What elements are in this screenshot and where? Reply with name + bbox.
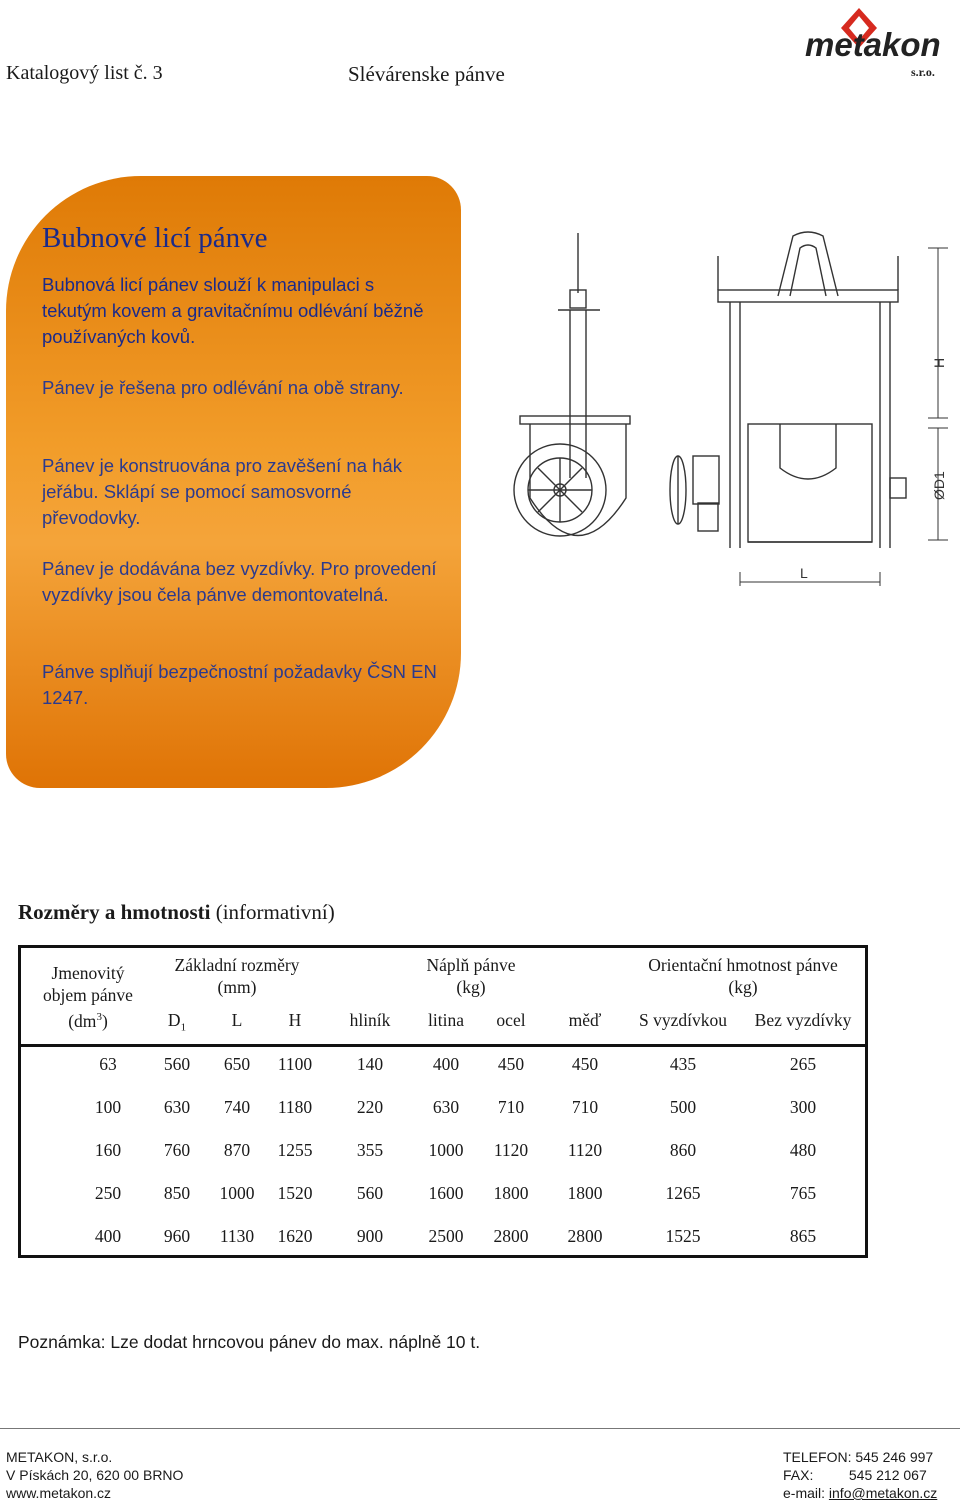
table-cell: 1800 [493,1183,529,1203]
table-cell: 1120 [567,1140,603,1160]
table-cell: 1255 [277,1140,313,1160]
footer-company: METAKON, s.r.o. [6,1449,113,1465]
table-cell: 400 [94,1226,122,1246]
crossbeam [718,290,898,302]
col-header-steel: ocel [496,1010,526,1030]
table-cell: 2500 [428,1226,464,1246]
table-cell: 1800 [567,1183,603,1203]
table-cell: 500 [669,1097,697,1117]
weight-header: Orientační hmotnost pánve (kg) [648,955,838,997]
side-top-flange [520,416,630,424]
table-cell: 400 [432,1054,460,1074]
dimension-H: H [931,357,947,368]
table-cell: 355 [356,1140,384,1160]
table-cell: 650 [223,1054,251,1074]
footer-contact-block [783,1448,937,1502]
col-header-cast-iron: litina [428,1010,464,1030]
table-cell: 63 [99,1054,117,1074]
footer-web-link[interactable]: www.metakon.cz [6,1485,112,1501]
info-paragraph: Pánev je dodávána bez vyzdívky. Pro provedení vyzdívky jsou čela pánve demontovatelná. [42,558,437,605]
table-cell: 435 [669,1054,697,1074]
table-cell: 765 [789,1183,817,1203]
col-header-copper: měď [568,1010,602,1030]
info-paragraph: Pánve splňují bezpečnostní požadavky ČSN EN 1247. [42,661,437,708]
right-bearing [890,478,906,498]
dimension-L: L [800,565,808,581]
dims-header: Základní rozměry (mm) [174,955,300,997]
ladle-technical-drawing [508,228,958,588]
info-paragraph: Pánev je řešena pro odlévání na obě strany. [42,377,404,398]
col-header-aluminium: hliník [349,1010,391,1030]
table-title-rest: (informativní) [215,900,335,924]
metakon-logo [803,6,947,82]
table-cell: 960 [163,1226,191,1246]
table-cell: 265 [789,1054,817,1074]
table-cell: 1525 [665,1226,701,1246]
footer-email-label: e-mail: [783,1485,826,1501]
table-cell: 710 [571,1097,599,1117]
table-cell: 1520 [277,1183,313,1203]
info-paragraph: Pánev je konstruována pro zavěšení na hák jeřábu. Sklápí se pomocí samosvorné převodovky. [42,455,402,528]
table-cell: 1265 [665,1183,701,1203]
table-cell: 710 [497,1097,525,1117]
col-header-unlined: Bez vyzdívky [754,1010,852,1030]
table-title [18,900,335,925]
table-cell: 2800 [567,1226,603,1246]
table-cell: 850 [163,1183,191,1203]
table-cell: 1000 [428,1140,464,1160]
drum-body [748,424,872,542]
bail-inner [790,245,826,296]
logo-suffix: s.r.o. [911,65,935,79]
table-cell: 2800 [493,1226,529,1246]
footer-email-link[interactable]: info@metakon.cz [828,1485,938,1501]
table-cell: 560 [163,1054,191,1074]
table-cell: 480 [789,1140,817,1160]
table-cell: 1180 [277,1097,313,1117]
col-header-lined: S vyzdívkou [639,1010,727,1030]
table-cell: 760 [163,1140,191,1160]
table-cell: 630 [163,1097,191,1117]
footer-phone: 545 246 997 [855,1449,934,1465]
table-cell: 450 [571,1054,599,1074]
footer-company-block [6,1448,183,1502]
table-cell: 450 [497,1054,525,1074]
table-cell: 1620 [277,1226,313,1246]
table-cell: 250 [94,1183,122,1203]
catalog-sheet-label: Katalogový list č. 3 [6,62,163,84]
table-cell: 220 [356,1097,384,1117]
dimensions-table [18,945,868,1258]
drum-mouth [780,424,836,479]
logo-wordmark: metakon [805,26,941,63]
table-cell: 560 [356,1183,384,1203]
col-header-L: L [231,1010,243,1030]
page-title: Slévárenske pánve [348,62,505,86]
gearbox-shaft [698,503,718,531]
table-cell: 100 [94,1097,122,1117]
table-title-bold: Rozměry a hmotnosti [18,900,211,924]
footer-divider [0,1428,960,1429]
side-body [530,424,626,536]
fill-header: Náplň pánve (kg) [426,955,516,997]
table-cell: 860 [669,1140,697,1160]
table-cell: 870 [223,1140,251,1160]
footer-phone-label: TELEFON: [783,1449,852,1465]
gearbox [693,456,719,504]
footer-fax-label: FAX: [783,1467,814,1483]
table-cell: 1130 [219,1226,255,1246]
table-cell: 140 [356,1054,384,1074]
table-cell: 900 [356,1226,384,1246]
table-cell: 740 [223,1097,251,1117]
volume-header: Jmenovitý objem pánve $(dm^3)$ [43,963,133,1031]
footer-fax: 545 212 067 [848,1467,927,1483]
col-header-H: H [288,1010,302,1030]
table-cell: 160 [94,1140,122,1160]
table-cell: 630 [432,1097,460,1117]
col-header-D1: $D_1$ [167,1010,187,1034]
footer-address: V Pískách 20, 620 00 BRNO [6,1467,184,1483]
bail-outer [778,232,838,296]
table-cell: 865 [789,1226,817,1246]
info-heading: Bubnové licí pánve [42,222,268,254]
dimension-D1: ØD1 [931,471,947,500]
info-paragraph: Bubnová licí pánev slouží k manipulaci s tekutým kovem a gravitačnímu odlévání běžně používaných kovů. [42,274,424,347]
table-cell: 1000 [219,1183,255,1203]
table-cell: 1600 [428,1183,464,1203]
table-cell: 1100 [277,1054,313,1074]
table-cell: 1120 [493,1140,529,1160]
table-cell: 300 [789,1097,817,1117]
note: Poznámka: Lze dodat hrncovou pánev do max. náplně 10 t. [18,1332,481,1352]
